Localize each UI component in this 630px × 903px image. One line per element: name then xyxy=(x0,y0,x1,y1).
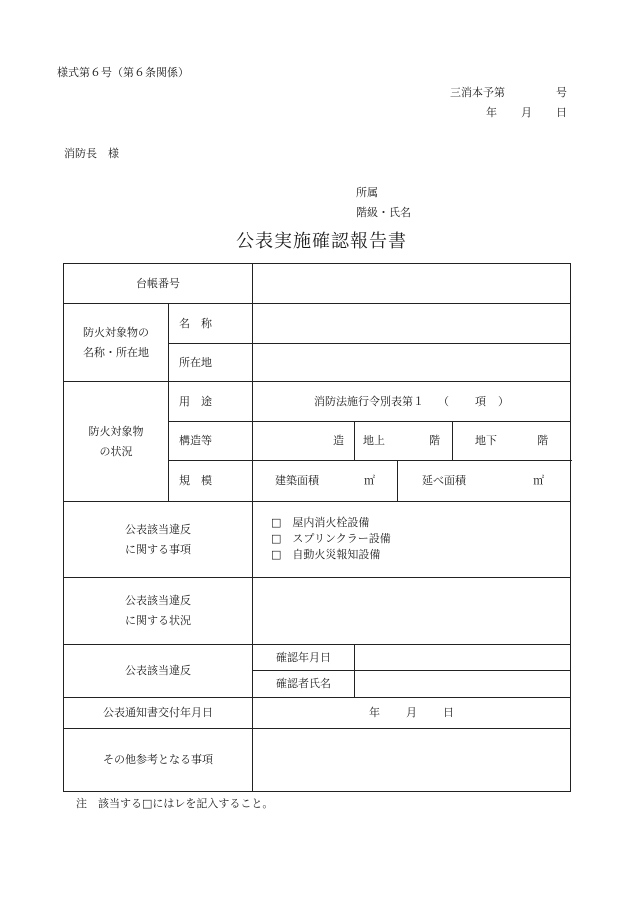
date-year: 年 xyxy=(486,106,497,119)
footnote: 注 該当する□にはレを記入すること。 xyxy=(76,797,274,810)
ledger-number-label: 台帳番号 xyxy=(64,264,253,304)
total-area-field[interactable]: 延べ面積 ㎡ xyxy=(398,461,571,502)
use-field[interactable]: 消防法施行令別表第１ （ 項 ） xyxy=(253,382,571,422)
confirmer-field[interactable] xyxy=(355,671,571,698)
below-ground-field[interactable]: 地下 階 xyxy=(453,422,571,461)
violation-label: 公表該当違反 xyxy=(64,645,253,698)
location-field[interactable] xyxy=(253,344,571,382)
checkbox-indoor-hydrant[interactable]: □ 屋内消火栓設備 xyxy=(271,516,370,529)
document-number-prefix: 三消本予第 xyxy=(450,86,505,99)
use-label: 用 途 xyxy=(169,382,253,422)
rank-name-label: 階級・氏名 xyxy=(356,206,411,219)
document-number-suffix: 号 xyxy=(556,86,567,99)
above-ground-field[interactable]: 地上 階 xyxy=(355,422,453,461)
violation-checklist[interactable] xyxy=(253,502,571,578)
name-label: 名 称 xyxy=(169,304,253,344)
structure-field[interactable]: 造 xyxy=(253,422,355,461)
confirm-date-field[interactable] xyxy=(355,645,571,671)
other-matters-label: その他参考となる事項 xyxy=(64,729,253,792)
target-status-label: 防火対象物 の状況 xyxy=(64,382,169,502)
building-area-field[interactable]: 建築面積 ㎡ xyxy=(253,461,398,502)
violation-status-field[interactable] xyxy=(253,578,571,645)
violation-status-label: 公表該当違反 に関する状況 xyxy=(64,578,253,645)
checkbox-sprinkler[interactable]: □ スプリンクラー設備 xyxy=(271,532,391,545)
ledger-number-field[interactable] xyxy=(253,264,571,304)
checkbox-fire-alarm[interactable]: □ 自動火災報知設備 xyxy=(271,548,381,561)
scale-label: 規 模 xyxy=(169,461,253,502)
confirm-date-label: 確認年月日 xyxy=(253,645,355,671)
confirmer-label: 確認者氏名 xyxy=(253,671,355,698)
structure-label: 構造等 xyxy=(169,422,253,461)
form-number: 様式第６号（第６条関係） xyxy=(57,66,189,79)
report-table xyxy=(63,263,571,792)
addressee: 消防長 様 xyxy=(64,147,119,160)
name-field[interactable] xyxy=(253,304,571,344)
notice-date-label: 公表通知書交付年月日 xyxy=(64,698,253,729)
notice-date-field[interactable]: 年 月 日 xyxy=(253,698,571,729)
violation-matter-label: 公表該当違反 に関する事項 xyxy=(64,502,253,578)
location-label: 所在地 xyxy=(169,344,253,382)
page-title: 公表実施確認報告書 xyxy=(236,231,407,252)
date-day: 日 xyxy=(556,106,567,119)
affiliation-label: 所属 xyxy=(356,186,378,199)
target-name-location-label: 防火対象物の 名称・所在地 xyxy=(64,304,169,382)
other-matters-field[interactable] xyxy=(253,729,571,792)
date-month: 月 xyxy=(521,106,532,119)
